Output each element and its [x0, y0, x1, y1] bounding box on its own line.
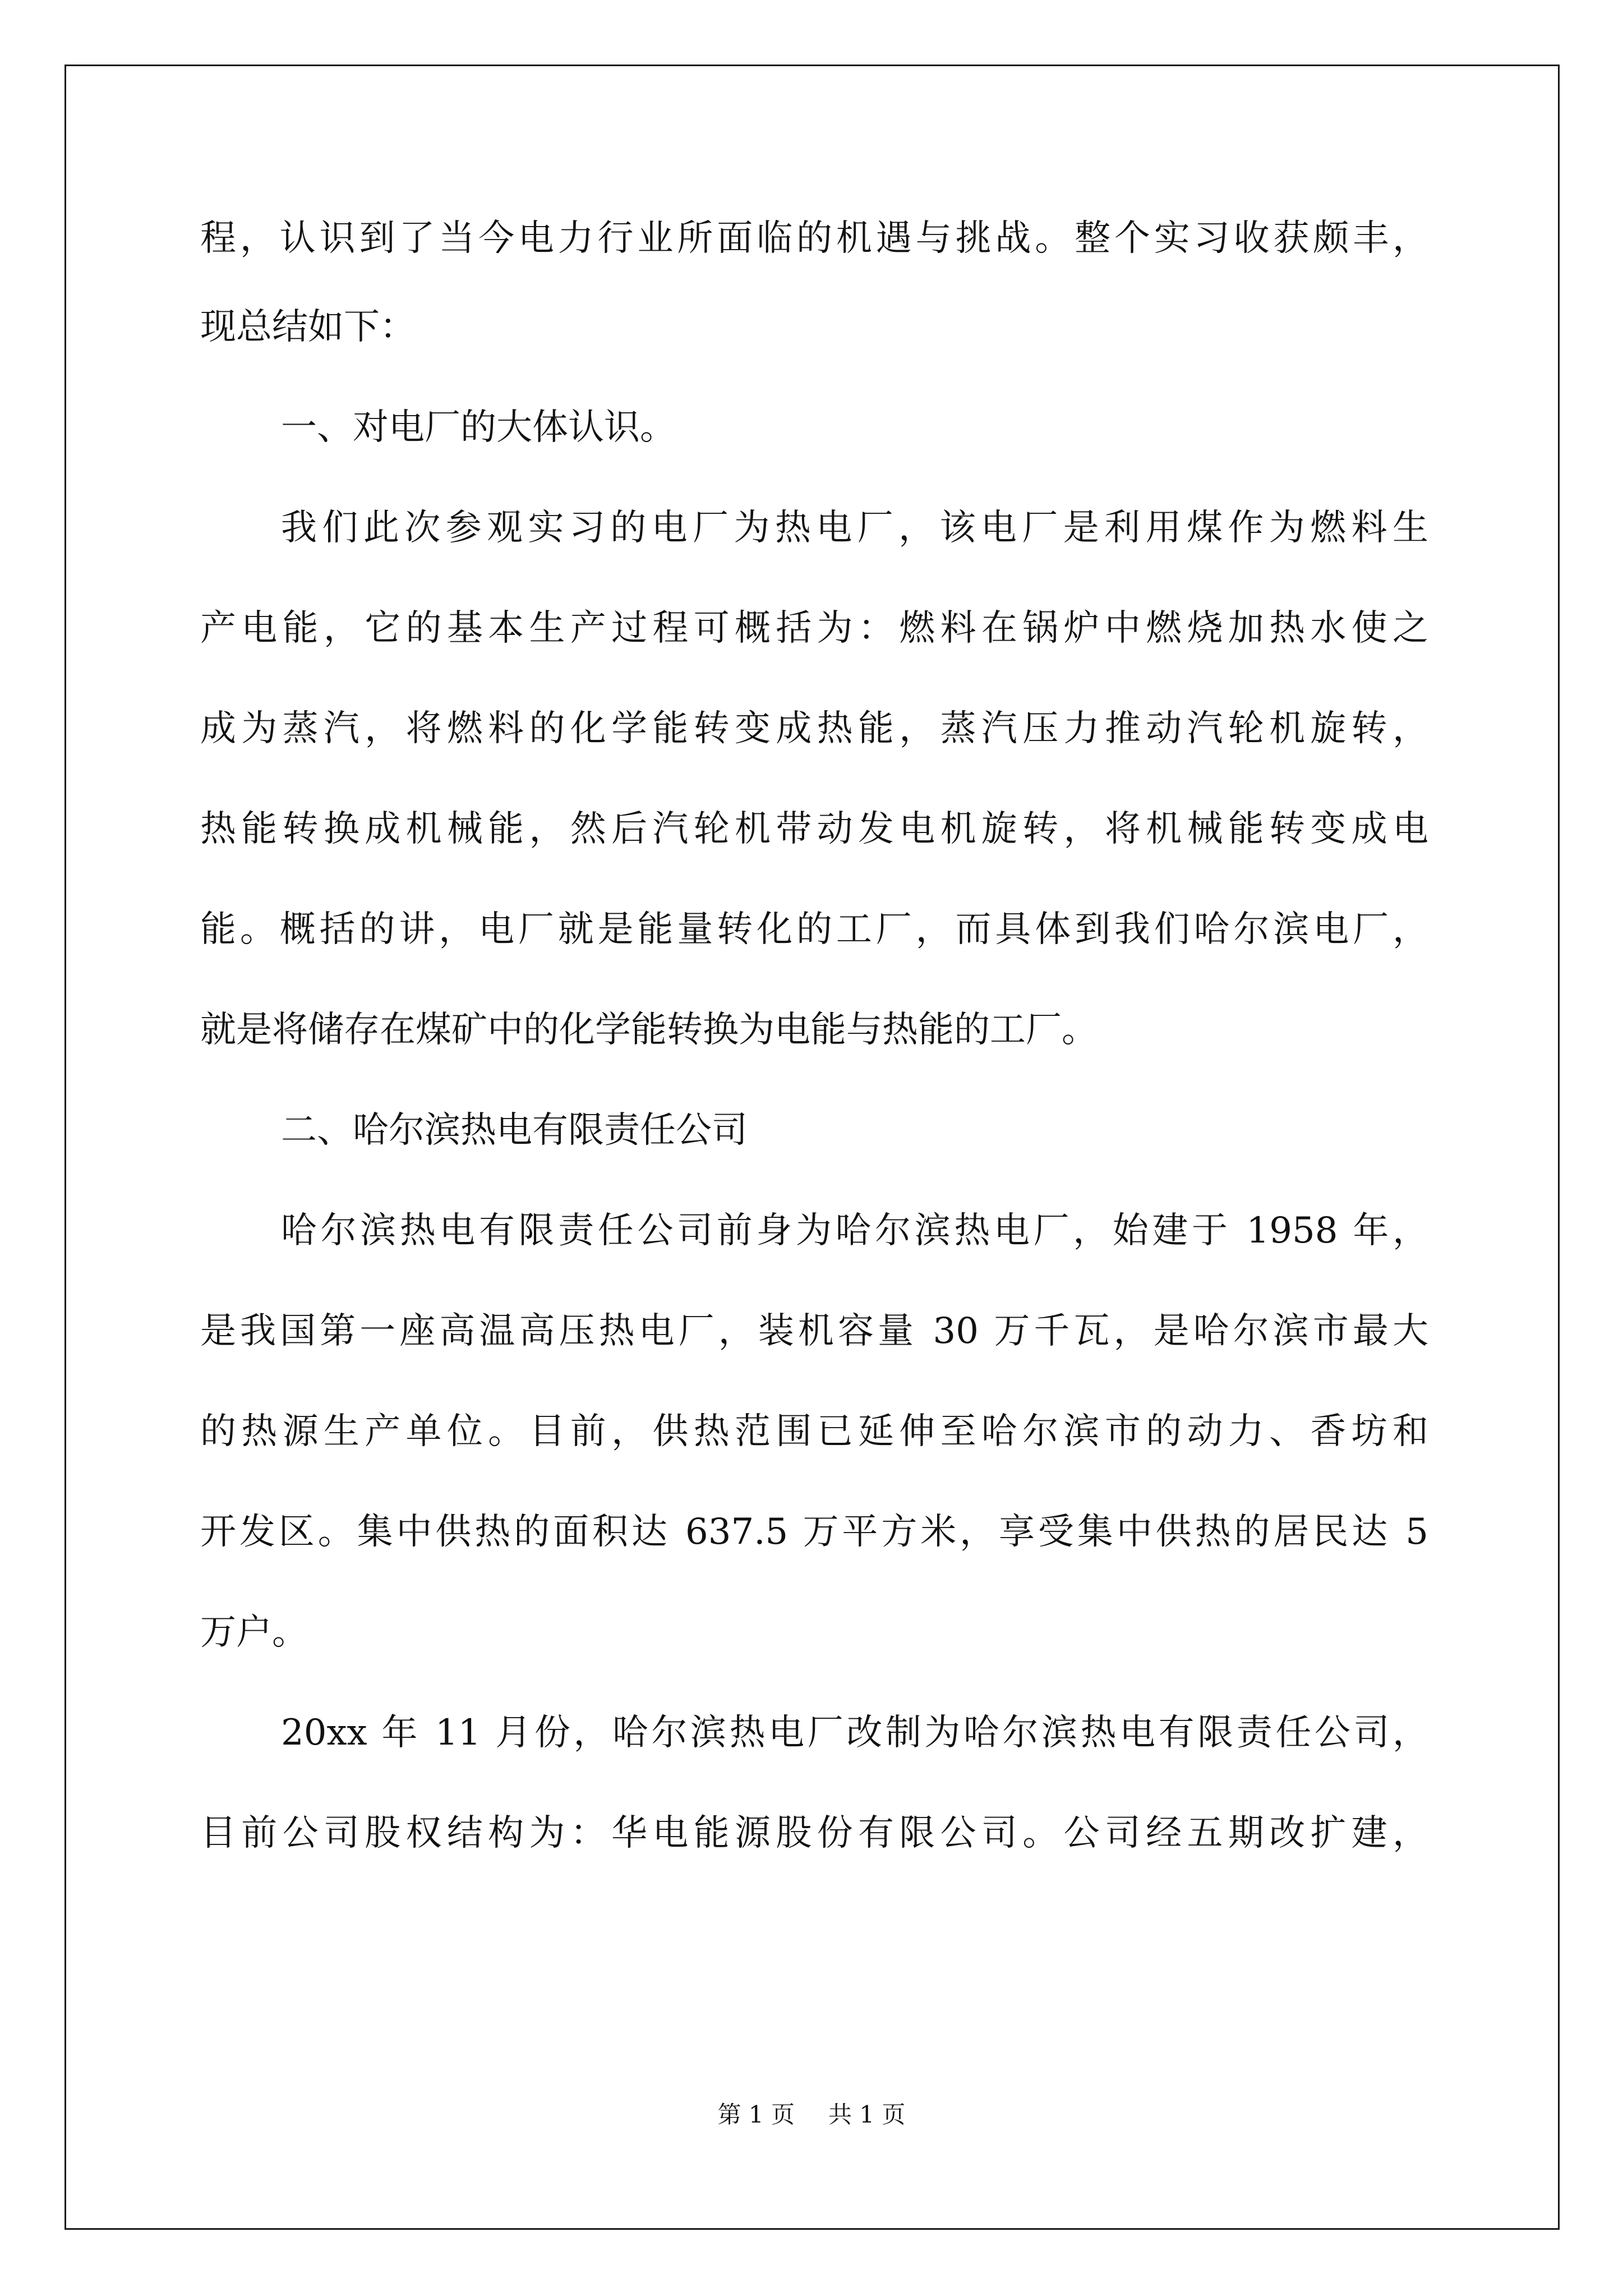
page-footer — [0, 2098, 1623, 2132]
text-line: 现总结如下： — [200, 306, 416, 348]
text-line: 程，认识到了当今电力行业所面临的机遇与挑战。整个实习收获颇丰， — [200, 218, 1428, 259]
text-line: 的热源生产单位。目前，供热范围已延伸至哈尔滨市的动力、香坊和 — [200, 1411, 1428, 1452]
text-line: 就是将储存在煤矿中的化学能转换为电能与热能的工厂。 — [200, 1009, 1098, 1051]
section-heading: 一、对电厂的大体认识。 — [281, 407, 676, 448]
text-line: 万户。 — [200, 1612, 308, 1653]
section-heading: 二、哈尔滨热电有限责任公司 — [281, 1110, 748, 1151]
text-line: 开发区。集中供热的面积达 637.5 万平方米，享受集中供热的居民达 5 — [200, 1511, 1428, 1553]
text-line: 是我国第一座高温高压热电厂，装机容量 30 万千瓦，是哈尔滨市最大 — [200, 1310, 1428, 1352]
text-line: 目前公司股权结构为：华电能源股份有限公司。公司经五期改扩建， — [200, 1812, 1428, 1854]
text-line: 产电能，它的基本生产过程可概括为：燃料在锅炉中燃烧加热水使之 — [200, 608, 1428, 649]
text-line: 哈尔滨热电有限责任公司前身为哈尔滨热电厂，始建于 1958 年， — [281, 1210, 1428, 1251]
page-total: 共 1 页 — [828, 2101, 906, 2128]
text-line: 成为蒸汽，将燃料的化学能转变成热能，蒸汽压力推动汽轮机旋转， — [200, 708, 1428, 749]
text-line: 20xx 年 11 月份，哈尔滨热电厂改制为哈尔滨热电有限责任公司， — [281, 1712, 1428, 1754]
text-line: 我们此次参观实习的电厂为热电厂，该电厂是利用煤作为燃料生 — [281, 507, 1428, 549]
page-number: 第 1 页 — [717, 2101, 795, 2128]
text-line: 热能转换成机械能，然后汽轮机带动发电机旋转，将机械能转变成电 — [200, 808, 1428, 850]
text-line: 能。概括的讲，电厂就是能量转化的工厂，而具体到我们哈尔滨电厂， — [200, 909, 1428, 950]
